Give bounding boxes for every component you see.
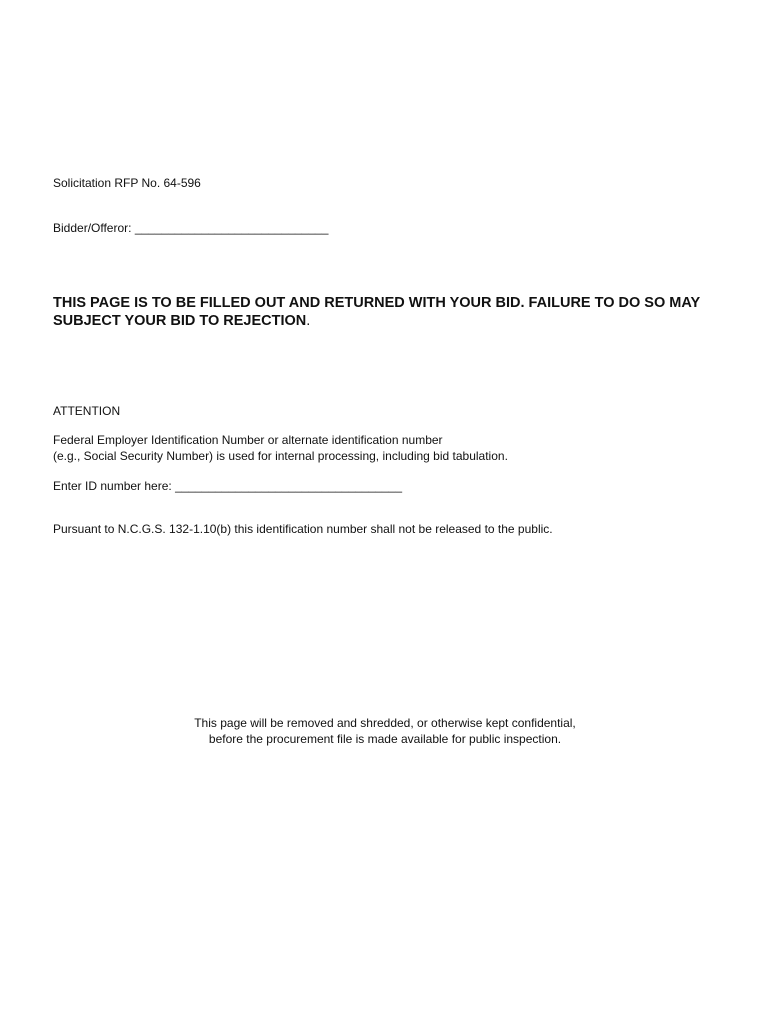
- return-notice-period: .: [306, 313, 311, 329]
- confidentiality-note-line-2: before the procurement file is made available for public inspection.: [208, 732, 562, 746]
- fein-description-line-2: (e.g., Social Security Number) is used for internal processing, including bid tabulation.: [53, 449, 508, 463]
- bidder-offeror-field[interactable]: _____________________________: [134, 221, 329, 235]
- confidentiality-note-line-1: This page will be removed and shredded, or otherwise kept confidential,: [194, 716, 576, 730]
- fein-description-line-1: Federal Employer Identification Number or alternate identification number: [53, 433, 443, 447]
- return-notice-text: THIS PAGE IS TO BE FILLED OUT AND RETURNED WITH YOUR BID. FAILURE TO DO SO MAY SUBJECT YOUR BID TO REJECTION: [53, 295, 700, 329]
- bidder-offeror-line: [53, 220, 328, 236]
- pursuant-statement: Pursuant to N.C.G.S. 132-1.10(b) this identification number shall not be released to the public.: [53, 522, 553, 536]
- enter-id-line: [53, 478, 402, 494]
- enter-id-field[interactable]: __________________________________: [175, 479, 402, 493]
- bidder-offeror-label: Bidder/Offeror:: [53, 221, 132, 235]
- enter-id-label: Enter ID number here:: [53, 479, 172, 493]
- attention-heading: ATTENTION: [53, 404, 121, 418]
- solicitation-number: Solicitation RFP No. 64-596: [53, 176, 201, 190]
- return-notice: [53, 294, 733, 330]
